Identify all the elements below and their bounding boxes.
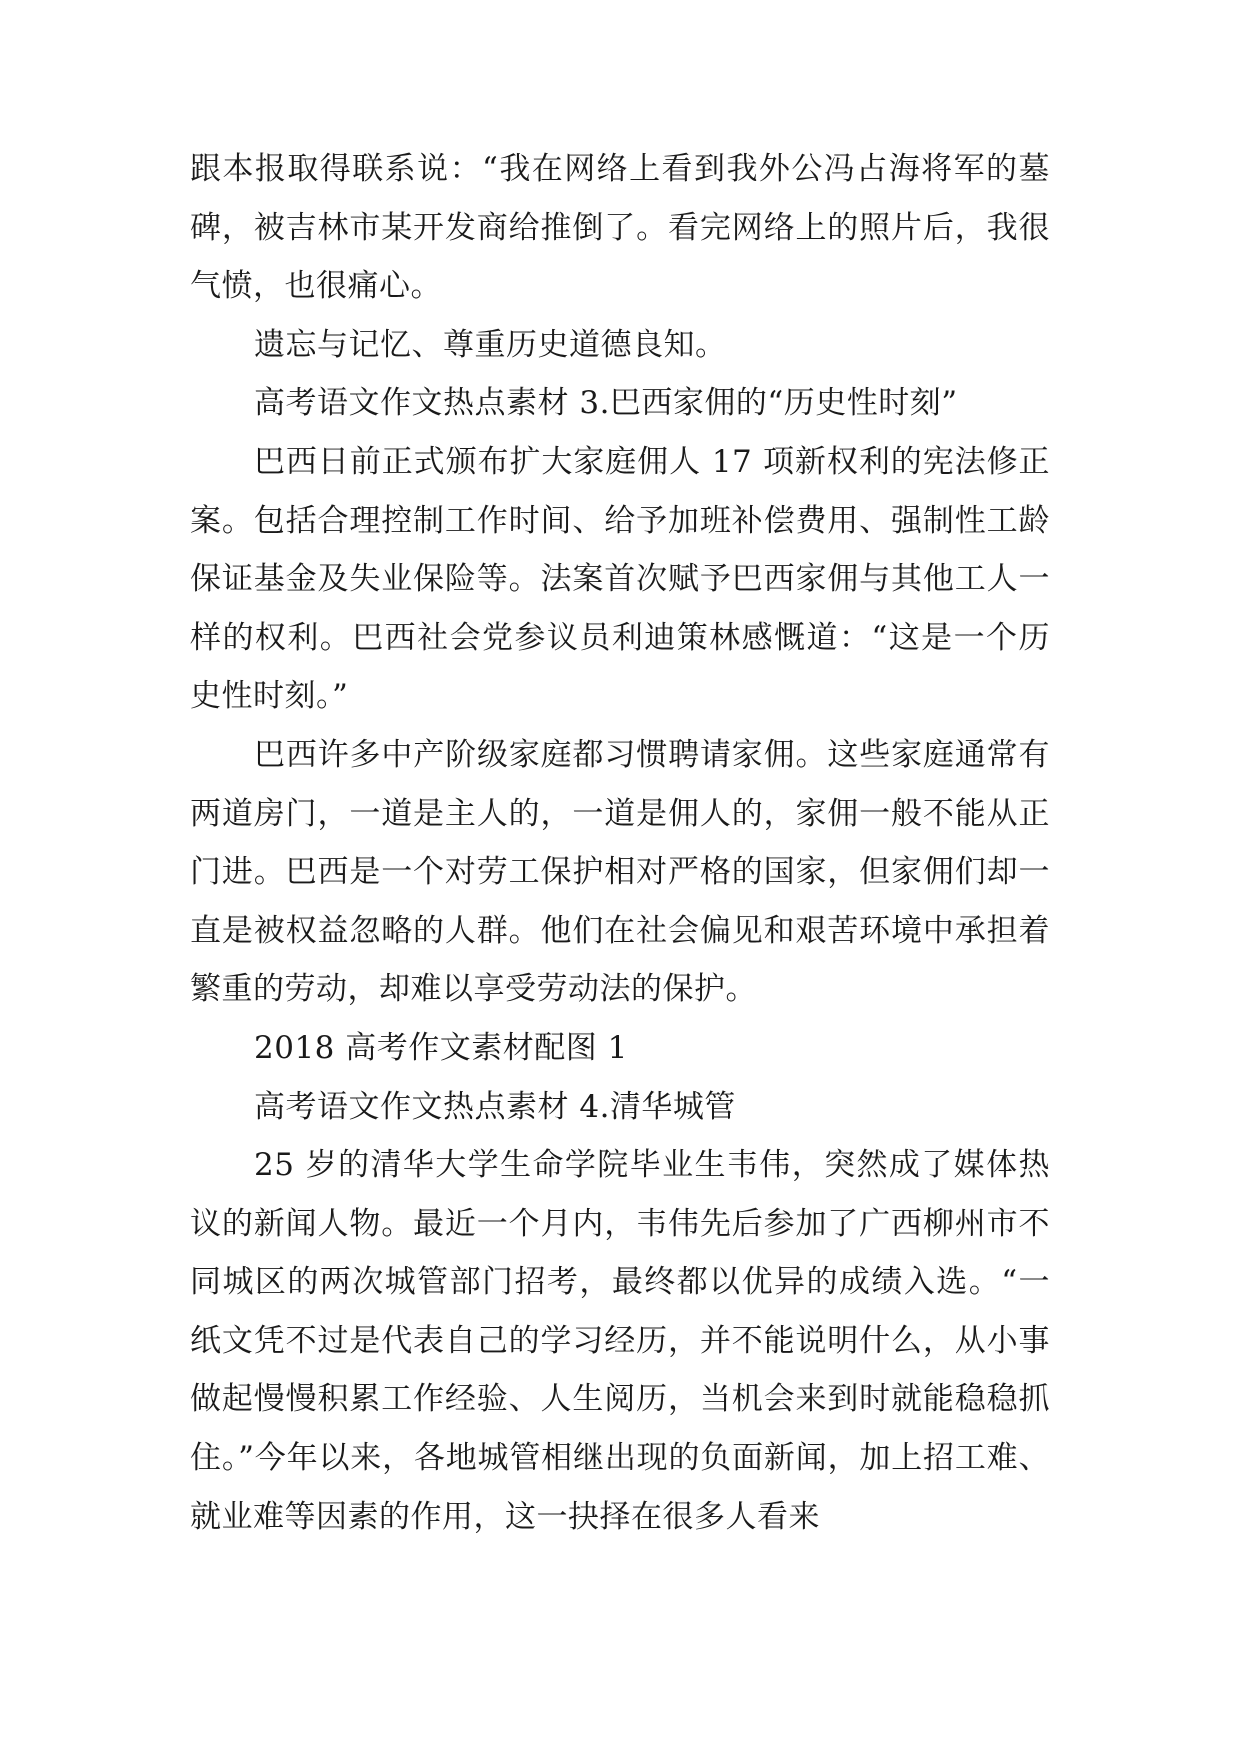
paragraph-5: 巴西许多中产阶级家庭都习惯聘请家佣。这些家庭通常有两道房门，一道是主人的，一道是佣人的，家佣一般不能从正门进。巴西是一个对劳工保护相对严格的国家，但家佣们却一直是被权益忽略的人群。他们在社会偏见和艰苦环境中承担着繁重的劳动，却难以享受劳动法的保护。 — [190, 736, 1050, 1008]
document-page — [190, 140, 1050, 1546]
paragraph-4: 巴西日前正式颁布扩大家庭佣人 17 项新权利的宪法修正案。包括合理控制工作时间、给予加班补偿费用、强制性工龄保证基金及失业保险等。法案首次赋予巴西家佣与其他工人一样的权利。巴西社会党参议员利迪策林感慨道：“这是一个历史性时刻。” — [190, 443, 1050, 715]
paragraph-1: 跟本报取得联系说：“我在网络上看到我外公冯占海将军的墓碑，被吉林市某开发商给推倒了。看完网络上的照片后，我很气愤，也很痛心。 — [190, 151, 1050, 305]
section-heading-3: 高考语文作文热点素材 3.巴西家佣的“历史性时刻” — [254, 385, 958, 422]
section-heading-4: 高考语文作文热点素材 4.清华城管 — [254, 1088, 736, 1125]
paragraph-2: 遗忘与记忆、尊重历史道德良知。 — [254, 326, 727, 363]
paragraph-8: 25 岁的清华大学生命学院毕业生韦伟，突然成了媒体热议的新闻人物。最近一个月内，韦伟先后参加了广西柳州市不同城区的两次城管部门招考，最终都以优异的成绩入选。“一纸文凭不过是代表自己的学习经历，并不能说明什么，从小事做起慢慢积累工作经验、人生阅历，当机会来到时就能稳稳抓住。”今年以来，各地城管相继出现的负面新闻，加上招工难、就业难等因素的作用，这一抉择在很多人看来 — [190, 1147, 1050, 1535]
image-caption: 2018 高考作文素材配图 1 — [254, 1029, 628, 1066]
